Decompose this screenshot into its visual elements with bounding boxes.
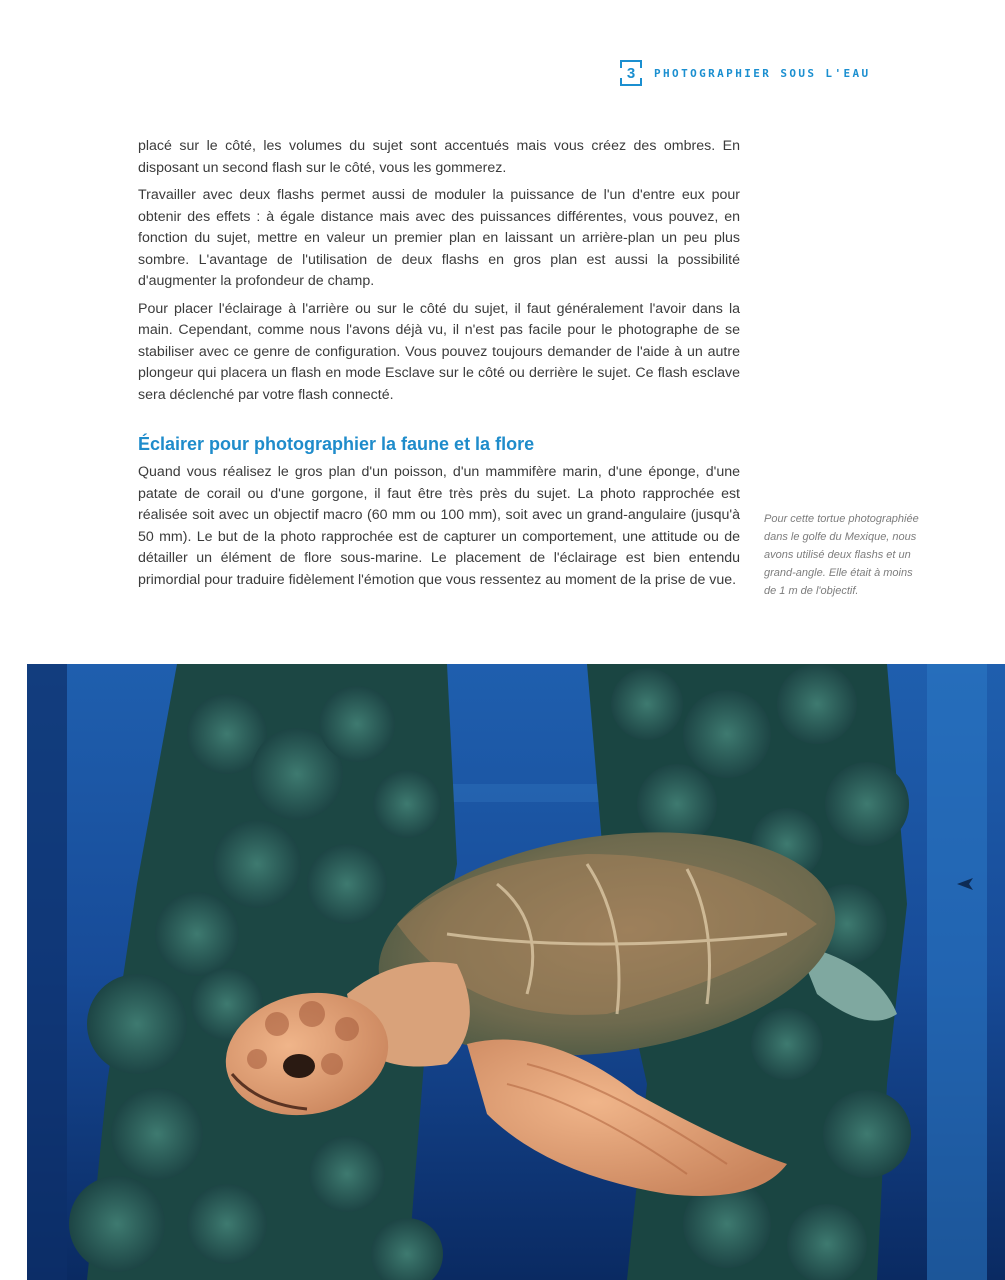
photo-caption: Pour cette tortue photographiée dans le golfe du Mexique, nous avons utilisé deux flashs et un grand-angle. Elle était à moins de 1 m de l'objectif. <box>764 513 919 597</box>
article-body <box>138 136 740 597</box>
running-header <box>620 58 871 88</box>
paragraph: Quand vous réalisez le gros plan d'un poisson, d'un mammifère marin, d'une éponge, d'une patate de corail ou d'une gorgone, il faut être très près du sujet. La photo rapprochée est réalisée soit avec un objectif macro (60 mm ou 100 mm), soit avec un grand-angulaire (jusqu'à 50 mm). Le but de la photo rapprochée est de capturer un comportement, une attitude ou de détailler un élément de flore sous-marine. Le placement de l'éclairage est bien entendu primordial pour traduire fidèlement l'émotion que vous ressentez au moment de la prise de vue. <box>138 464 740 588</box>
paragraph: Pour placer l'éclairage à l'arrière ou sur le côté du sujet, il faut généralement l'avoir dans la main. Cependant, comme nous l'avons déjà vu, il n'est pas facile pour le photographe de se stabiliser avec ce genre de configuration. Vous pouvez toujours demander de l'aide à un autre plongeur qui placera un flash en mode Esclave sur le côté ou derrière le sujet. Ce flash esclave sera déclenché par votre flash connecté. <box>138 300 740 403</box>
paragraph: Travailler avec deux flashs permet aussi de moduler la puissance de l'un d'entre eux pour obtenir des effets : à égale distance mais avec des puissances différentes, vous pouvez, en fonction du sujet, mettre en valeur un premier plan en laissant un arrière-plan un peu plus sombre. L'avantage de l'utilisation de deux flashs en gros plan est aussi la possibilité d'augmenter la profondeur de champ. <box>138 187 740 289</box>
chapter-number: 3 <box>626 64 636 82</box>
section-title: PHOTOGRAPHIER SOUS L'EAU <box>654 66 871 80</box>
section-heading: Éclairer pour photographier la faune et la flore <box>138 434 535 454</box>
chapter-number-badge <box>620 60 642 86</box>
underwater-scene-illustration <box>27 664 1005 1280</box>
sea-turtle-photo <box>27 664 1005 1280</box>
paragraph: placé sur le côté, les volumes du sujet sont accentués mais vous créez des ombres. En disposant un second flash sur le côté, vous les gommerez. <box>138 138 740 176</box>
